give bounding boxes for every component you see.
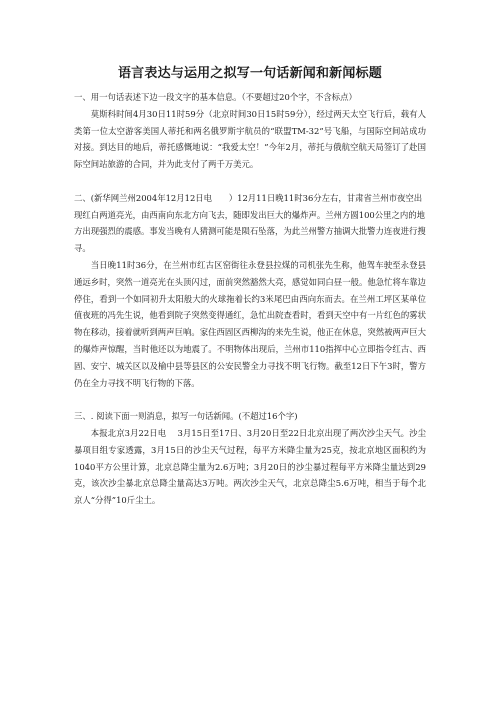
section-1 xyxy=(74,89,426,173)
document-title: 语言表达与运用之拟写一句话新闻和新闻标题 xyxy=(117,66,382,81)
section-1-paragraph: 莫斯科时间4月30日11时59分（北京时间30日15时59分），经过两天太空飞行后，载有人类第一位太空游客美国人蒂托和两名俄罗斯宇航员的“联盟TM-32”号飞船，与国际空间站成功对接。到达目的地后，蒂托感慨地说：“我爱太空！”今年2月，蒂托与俄航空航天局签订了赴国际空间站旅游的合同，并为此支付了两千万美元。 xyxy=(74,108,426,170)
section-gap xyxy=(74,391,426,408)
section-3-heading: 三、. 阅读下面一则消息，拟写一句话新闻。(不超过16个字) xyxy=(74,411,298,422)
section-gap xyxy=(74,173,426,190)
section-2 xyxy=(74,190,426,392)
section-2-paragraph: 当日晚11时36分，在兰州市红古区窑街往永登县拉煤的司机张先生称，他驾车驶至永登县通远乡时，突然一道亮光在头顶闪过，面前突然豁然大亮，感觉如同白昼一般。他急忙将车靠边停住，看到一个如同初升太阳般大的火球拖着长约3米尾巴由西向东而去。在兰州工坪区某单位值夜班的冯先生说，他看到院子突然变得通红，急忙出院查看时，看到天空中有一片红色的雾状物在移动，接着就听到两声巨响。家住西固区西柳沟的来先生说，他正在休息，突然被两声巨大的爆炸声惊醒，当时他还以为地震了。不明物体出现后，兰州市110指挥中心立即指令红古、西固、安宁、城关区以及榆中县等县区的公安民警全力寻找不明飞行物。截至12日下午3时，警方仍在全力寻找不明飞行物的下落。 xyxy=(74,259,426,388)
section-3 xyxy=(74,408,426,509)
section-2-heading: 二、(新华网兰州2004年12月12日电 ）12月11日晚11时36分左右，甘肃省兰州市夜空出现红白两道亮光，由西南向东北方向飞去，随即发出巨大的爆炸声。兰州方圆100公里之内的地方出现强烈的震感。事发当晚有人猜测可能是陨石坠落，为此兰州警方抽调大批警力连夜进行搜寻。 xyxy=(74,192,426,254)
document-page xyxy=(74,62,426,509)
section-1-heading: 一、用一句话表述下边一段文字的基本信息。（不要超过20个字，不含标点） xyxy=(74,92,357,102)
section-3-paragraph: 本报北京3月22日电 3月15日至17日、3月20日至22日北京出现了两次沙尘天气。沙尘暴项目组专家透露，3月15日的沙尘天气过程，每平方米降尘量为25克，按北京地区面积约为1040平方公里计算，北京总降尘量为2.6万吨；3月20日的沙尘暴过程每平方米降尘量达到29克，该次沙尘暴北京总降尘量高达3万吨。两次沙尘天气，北京总降尘5.6万吨，相当于每个北京人“分得”10斤尘土。 xyxy=(74,427,426,506)
